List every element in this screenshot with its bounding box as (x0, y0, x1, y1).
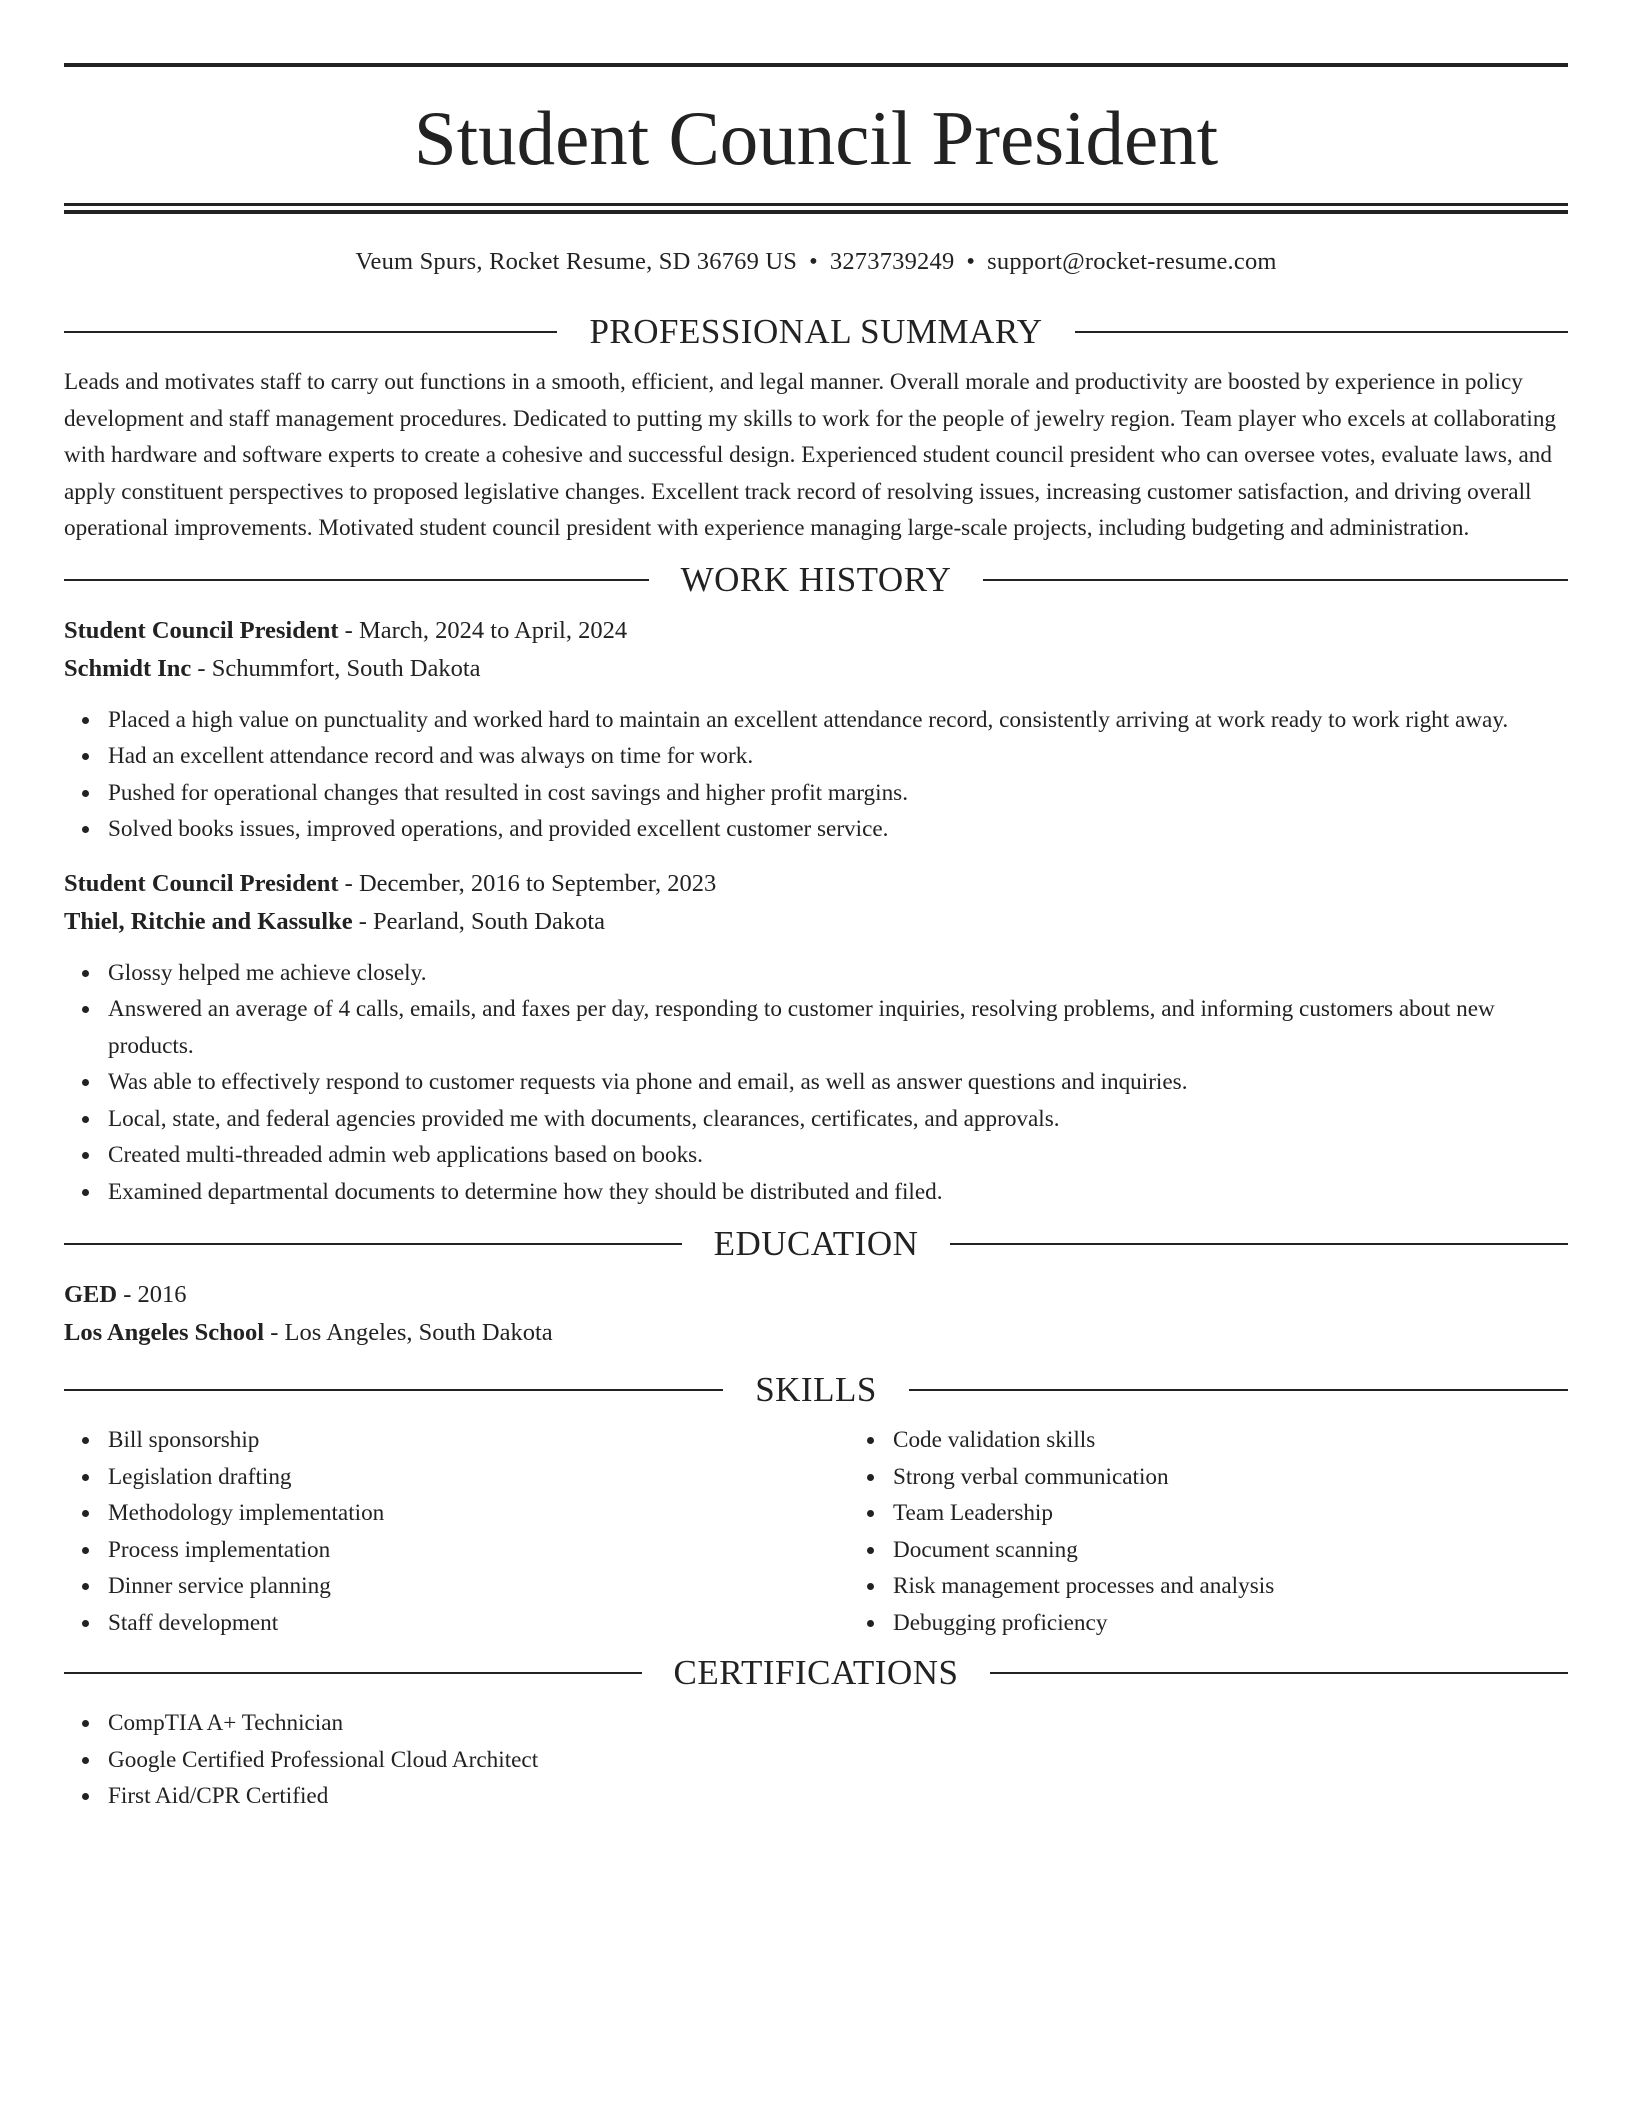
list-item: Process implementation (108, 1532, 849, 1569)
list-item: Dinner service planning (108, 1568, 849, 1605)
education-school: Los Angeles School (64, 1319, 265, 1346)
contact-separator: • (966, 248, 976, 275)
job-dash: - (352, 907, 374, 935)
section-title: PROFESSIONAL SUMMARY (589, 312, 1043, 351)
list-item: Debugging proficiency (893, 1605, 1632, 1642)
list-item: Document scanning (893, 1532, 1632, 1569)
list-item: Team Leadership (893, 1495, 1632, 1532)
list-item: Was able to effectively respond to customer requests via phone and email, as well as answer questions and inquiries. (108, 1064, 1568, 1101)
section-title: SKILLS (755, 1370, 877, 1409)
list-item: First Aid/CPR Certified (108, 1778, 1568, 1815)
list-item: Glossy helped me achieve closely. (108, 955, 1568, 992)
section-header-skills (64, 1370, 1568, 1410)
list-item: Bill sponsorship (108, 1422, 849, 1459)
job-dates: December, 2016 to September, 2023 (358, 869, 717, 897)
section-header-summary (64, 312, 1568, 352)
job-bullets (64, 955, 1568, 1211)
job-entry (64, 612, 1568, 848)
section-rule (64, 331, 557, 333)
education-school-line (64, 1314, 1568, 1352)
skills-grid (64, 1422, 1568, 1641)
list-item: CompTIA A+ Technician (108, 1705, 1568, 1742)
section-rule (909, 1389, 1568, 1391)
section-title: CERTIFICATIONS (673, 1653, 959, 1692)
section-header-work-history (64, 560, 1568, 600)
job-location: Pearland, South Dakota (373, 907, 606, 935)
section-rule (64, 1672, 642, 1674)
skills-left-column (64, 1422, 849, 1641)
list-item: Legislation drafting (108, 1459, 849, 1496)
list-item: Created multi-threaded admin web applications based on books. (108, 1137, 1568, 1174)
title-double-rule (64, 203, 1568, 214)
contact-address: Veum Spurs, Rocket Resume, SD 36769 US (355, 248, 798, 275)
education-degree: GED (64, 1281, 118, 1308)
certifications-list (64, 1705, 1568, 1815)
job-title-line (64, 865, 1568, 903)
contact-separator: • (809, 248, 818, 275)
top-rule (64, 63, 1568, 67)
summary-text: Leads and motivates staff to carry out functions in a smooth, efficient, and legal manner. Overall morale and productivity are boosted by experience in policy development and staff management procedures. Dedicated to putting my skills to work for the people of jewelry region. Team player who excels at collaborating with hardware and software experts to create a cohesive and successful design. Experienced student council president who can oversee votes, evaluate laws, and apply constituent perspectives to proposed legislative changes. Excellent track record of resolving issues, increasing customer satisfaction, and driving overall operational improvements. Motivated student council president with experience managing large-scale projects, including budgeting and administration. (64, 369, 1557, 541)
education-dash: - (264, 1319, 285, 1346)
list-item: Examined departmental documents to determine how they should be distributed and filed. (108, 1174, 1568, 1211)
list-item: Local, state, and federal agencies provided me with documents, clearances, certificates, and approvals. (108, 1101, 1568, 1138)
list-item: Pushed for operational changes that resulted in cost savings and higher profit margins. (108, 775, 1568, 812)
section-rule (64, 579, 649, 581)
job-title: Student Council President (64, 616, 339, 644)
job-company-line (64, 650, 1568, 688)
list-item: Google Certified Professional Cloud Architect (108, 1742, 1568, 1779)
section-rule (983, 579, 1568, 581)
job-company: Thiel, Ritchie and Kassulke (64, 907, 353, 935)
contact-email: support@rocket-resume.com (987, 248, 1277, 275)
list-item: Solved books issues, improved operations, and provided excellent customer service. (108, 811, 1568, 848)
skills-right-column (849, 1422, 1632, 1641)
section-rule (64, 1389, 723, 1391)
list-item: Had an excellent attendance record and was always on time for work. (108, 738, 1568, 775)
section-header-education (64, 1224, 1568, 1264)
list-item: Staff development (108, 1605, 849, 1642)
section-title: WORK HISTORY (680, 559, 952, 599)
contact-phone: 3273739249 (829, 248, 955, 275)
section-header-certifications (64, 1653, 1568, 1693)
list-item: Methodology implementation (108, 1495, 849, 1532)
section-rule (1075, 331, 1568, 333)
list-item: Code validation skills (893, 1422, 1632, 1459)
job-title: Student Council President (64, 869, 339, 897)
job-dash: - (191, 654, 212, 682)
job-company: Schmidt Inc (64, 654, 192, 682)
job-dates: March, 2024 to April, 2024 (358, 616, 628, 644)
list-item: Strong verbal communication (893, 1459, 1632, 1496)
list-item: Placed a high value on punctuality and worked hard to maintain an excellent attendance record, consistently arriving at work ready to work right away. (108, 702, 1568, 739)
job-dash: - (338, 869, 359, 897)
section-rule (64, 1243, 682, 1245)
section-rule (950, 1243, 1568, 1245)
job-entry (64, 865, 1568, 1211)
contact-line (64, 244, 1568, 280)
education-degree-line (64, 1276, 1568, 1314)
job-bullets (64, 702, 1568, 848)
list-item: Risk management processes and analysis (893, 1568, 1632, 1605)
list-item: Answered an average of 4 calls, emails, and faxes per day, responding to customer inquiries, resolving problems, and informing customers about new products. (108, 991, 1568, 1064)
job-company-line (64, 903, 1568, 941)
resume-title: Student Council President (413, 95, 1219, 181)
job-location: Schummfort, South Dakota (211, 654, 481, 682)
section-rule (990, 1672, 1568, 1674)
job-title-line (64, 612, 1568, 650)
education-dash: - (117, 1281, 138, 1308)
section-title: EDUCATION (713, 1224, 919, 1263)
education-location: Los Angeles, South Dakota (284, 1319, 553, 1346)
job-dash: - (338, 616, 359, 644)
education-year: 2016 (137, 1281, 187, 1308)
education-entry (64, 1276, 1568, 1352)
